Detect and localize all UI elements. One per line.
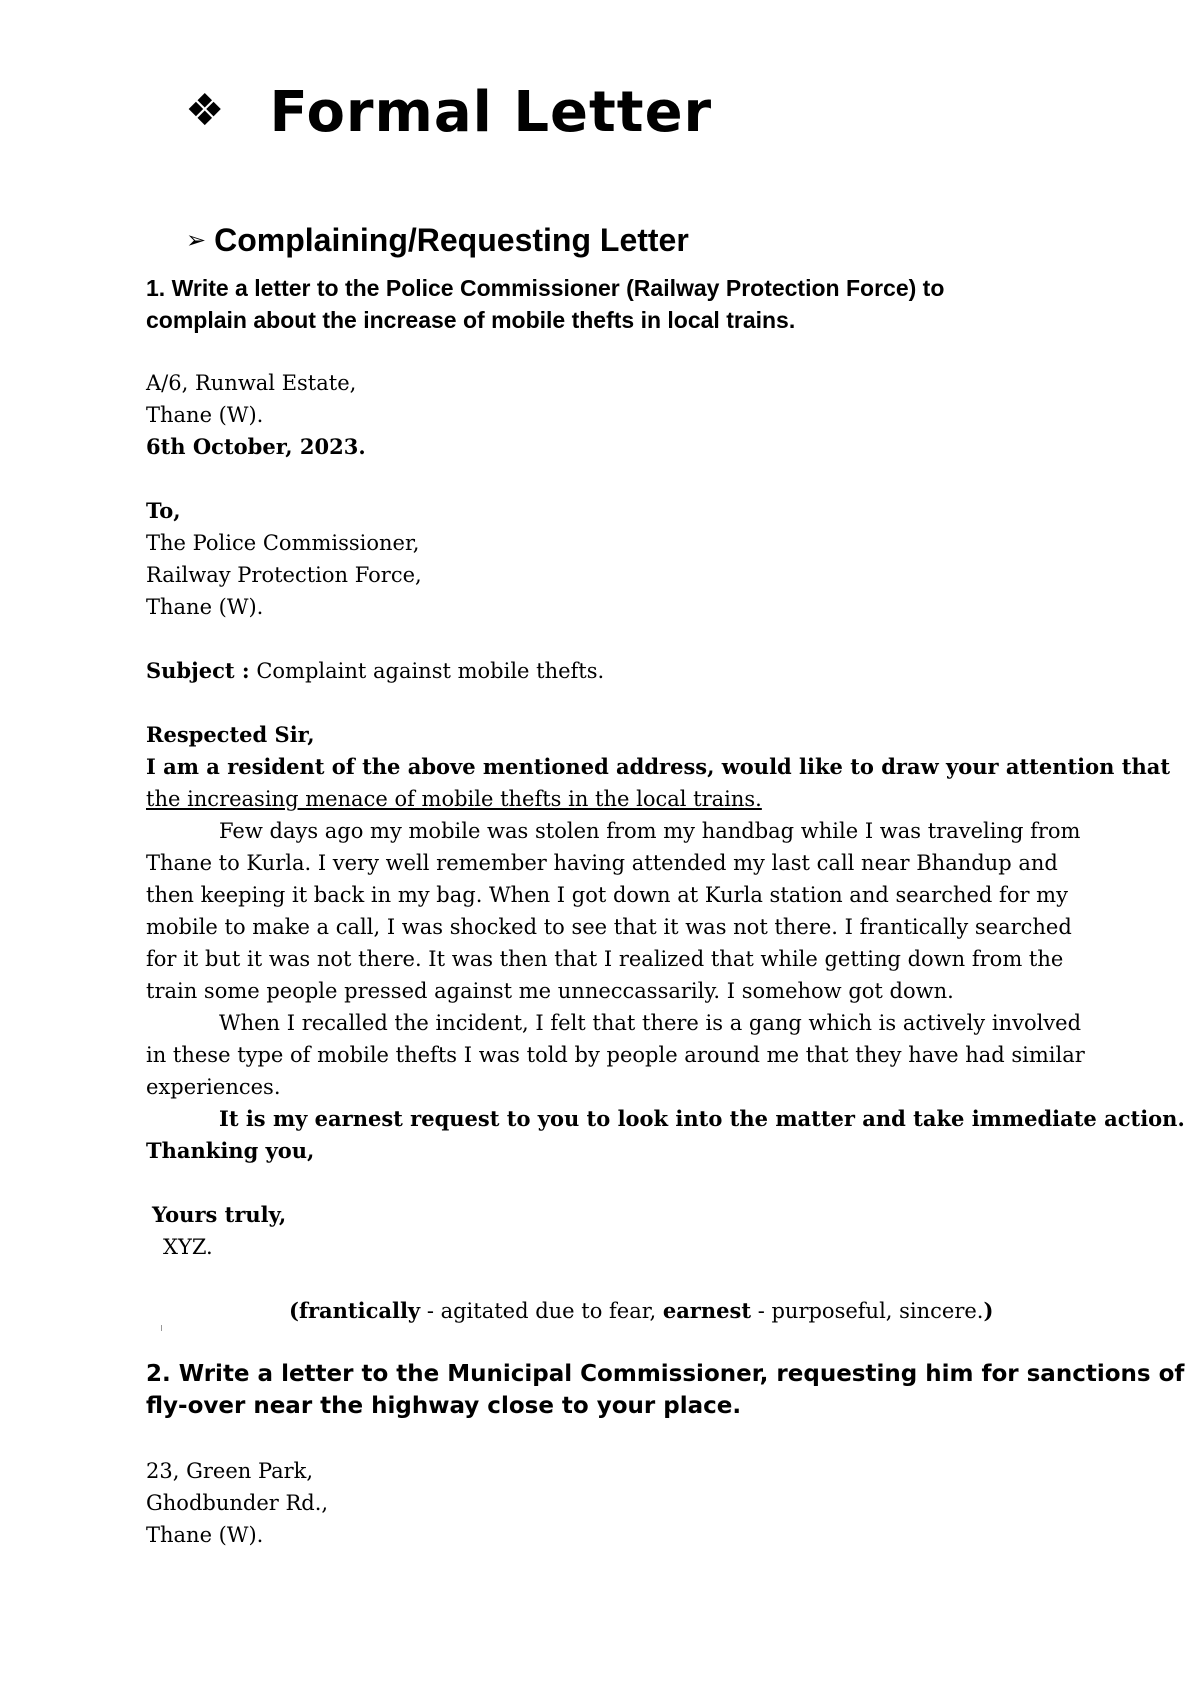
glossary-def-2: - purposeful, sincere. (751, 1299, 984, 1323)
recipient-line-3: Thane (W). (146, 595, 264, 619)
subject-text: Complaint against mobile thefts. (256, 659, 605, 683)
glossary-note (289, 1295, 993, 1327)
section-heading (186, 222, 689, 259)
to-label: To, (146, 498, 181, 523)
arrow-bullet-icon: ➢ (186, 226, 207, 254)
glossary-open: ( (289, 1298, 299, 1323)
body-para-2-line-3: experiences. (146, 1075, 281, 1099)
subject-line (146, 655, 604, 687)
intro-bold-line: I am a resident of the above mentioned address, would like to draw your attention that (146, 754, 1171, 779)
salutation: Respected Sir, (146, 722, 315, 747)
body-para-1-line-6: train some people pressed against me unneccassarily. I somehow got down. (146, 979, 954, 1003)
glossary-word-1: frantically (298, 1298, 421, 1323)
subject-label: Subject : (146, 658, 250, 683)
question-2-line-2: fly-over near the highway close to your place. (146, 1393, 742, 1419)
signature-line: XYZ. (163, 1235, 213, 1259)
question-1-line-1: 1. Write a letter to the Police Commissioner (Railway Protection Force) to (146, 275, 945, 301)
body-para-1-line-3: then keeping it back in my bag. When I got down at Kurla station and searched for my (146, 883, 1068, 907)
body-para-1-line-2: Thane to Kurla. I very well remember having attended my last call near Bhandup and (146, 851, 1058, 875)
question-1-line-2: complain about the increase of mobile thefts in local trains. (146, 307, 796, 333)
recipient-line-2: Railway Protection Force, (146, 563, 422, 587)
thanks-line: Thanking you, (146, 1138, 315, 1163)
letter-2-address-line-2: Ghodbunder Rd., (146, 1491, 329, 1515)
sender-address-line-1: A/6, Runwal Estate, (146, 371, 357, 395)
question-2-line-1: 2. Write a letter to the Municipal Commissioner, requesting him for sanctions of (146, 1361, 1185, 1387)
glossary-close: ) (983, 1298, 994, 1323)
section-heading-text: Complaining/Requesting Letter (214, 222, 689, 258)
letter-2-address-line-1: 23, Green Park, (146, 1459, 314, 1483)
diamond-bullet-icon: ❖ (185, 85, 226, 136)
body-para-1-line-1: Few days ago my mobile was stolen from my handbag while I was traveling from (219, 819, 1081, 843)
body-para-1-line-4: mobile to make a call, I was shocked to see that it was not there. I frantically searched (146, 915, 1072, 939)
letter-date: 6th October, 2023. (146, 434, 366, 459)
glossary-def-1: - agitated due to fear, (420, 1299, 663, 1323)
request-line: It is my earnest request to you to look into the matter and take immediate action. (219, 1106, 1185, 1131)
margin-mark (161, 1325, 162, 1331)
glossary-word-2: earnest (662, 1298, 752, 1323)
body-para-1-line-5: for it but it was not there. It was then that I realized that while getting down from the (146, 947, 1064, 971)
body-para-2-line-2: in these type of mobile thefts I was told by people around me that they have had similar (146, 1043, 1085, 1067)
page-title (185, 80, 712, 145)
body-para-2-line-1: When I recalled the incident, I felt that there is a gang which is actively involved (219, 1011, 1082, 1035)
recipient-line-1: The Police Commissioner, (146, 531, 420, 555)
letter-2-address-line-3: Thane (W). (146, 1523, 264, 1547)
closing-line: Yours truly, (152, 1202, 287, 1227)
intro-underlined-line: the increasing menace of mobile thefts in the local trains. (146, 787, 762, 811)
page-title-text: Formal Letter (269, 80, 713, 145)
sender-address-line-2: Thane (W). (146, 403, 264, 427)
